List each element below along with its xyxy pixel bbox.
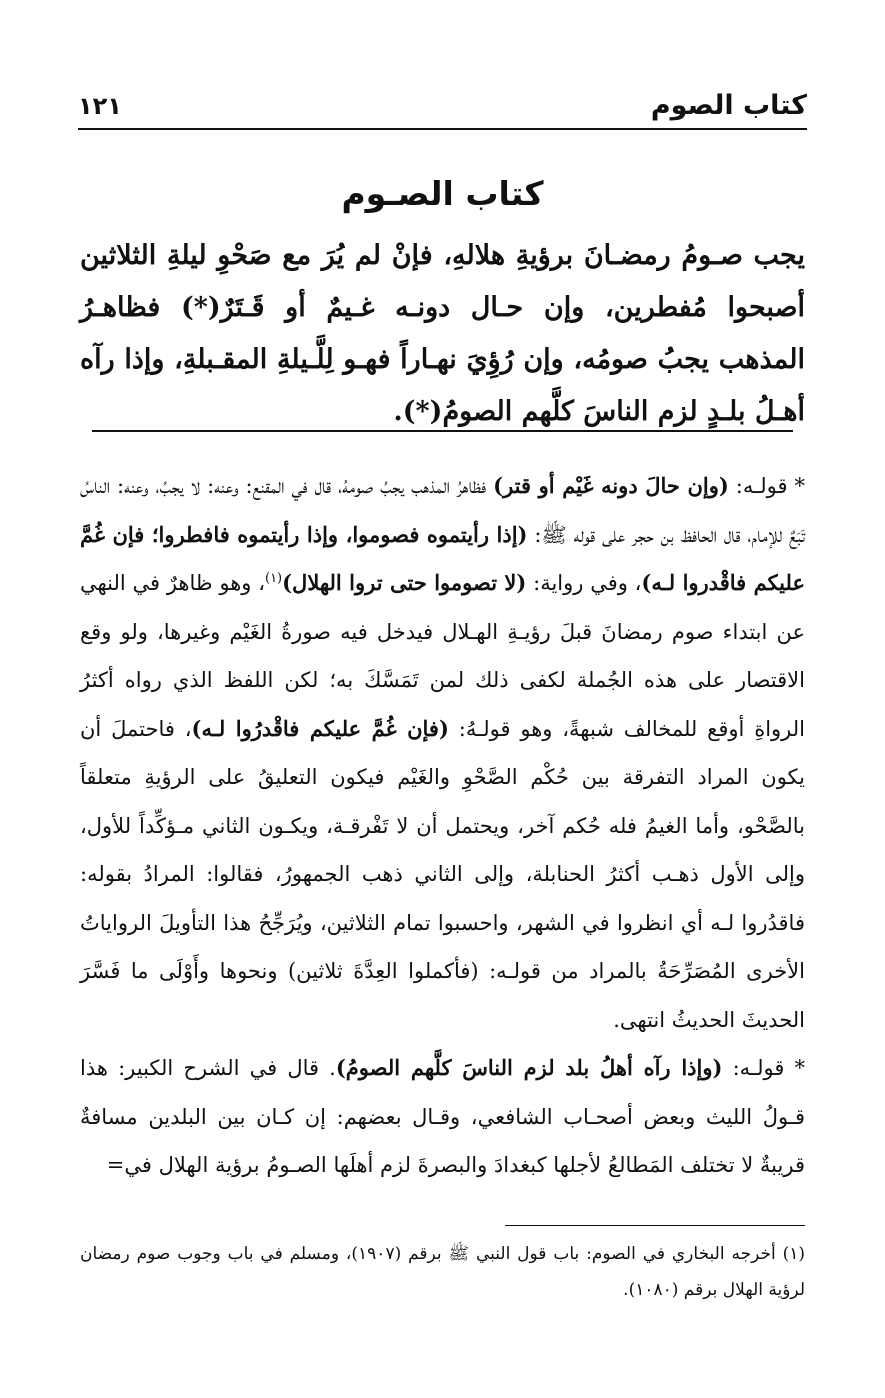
footnote-reference[interactable]: (١) [264, 571, 283, 586]
page-number: ١٢١ [78, 92, 122, 120]
commentary-text: ، فاحتملَ أن يكون المراد التفرقة بين حُكْم الصَّحْوِ والغَيْم فيكون التعليقُ على الرؤيةِ متعلقاً بالصَّحْو، وأما الغيمُ فله حُكم آخر، ويحتمل أن لا تَفْرقـة، ويكـون الثاني مـؤكِّداً للأول، وإلى الأول ذهـب أكثرُ الحنابلة، وإلى الثاني ذهب الجمهورُ، فقالوا: المرادُ بقوله: فاقدُروا لـه أي انظروا في الشهر، واحسبوا تمام الثلاثين، ويُرَجِّحُ هذا التأويلَ الرواياتُ الأخرى المُصَرِّحَةُ بالمراد من قولـه: (فأكملوا العِدَّةَ ثلاثين) ونحوها وأَوْلَى ما فَسَّرَ الحديثَ الحديثُ انتهى. [80, 716, 805, 1032]
running-header-title: كتاب الصوم [650, 90, 807, 121]
commentary-text: ، وهو ظاهرٌ في النهي عن ابتداء صوم رمضانَ قبلَ رؤيـةِ الهـلال فيدخل فيه صورةُ الغَيْم وغيرها، ولو وقع الاقتصار على هذه الجُملة لكفى ذلك لمن تَمَسَّكَ به؛ لكن اللفظ الذي رواه أكثرُ الرواةِ أوقع للمخالف شبهةً، وهو قولـهُ: [80, 571, 805, 741]
commentary-text: . قال في الشرح الكبير: هذا قـولُ الليث وبعض أصحـاب الشافعي، وقـال بعضهم: إن كـان بين البلدين مسافةٌ قريبةٌ لا تختلف المَطالعُ لأجلها كبغدادَ والبصرةَ لزم أهلَها الصـومُ برؤية الهلال في= [80, 1056, 805, 1177]
quoted-hadith: (لا تصوموا حتى تروا الهلال) [282, 570, 527, 595]
quoted-phrase: (وإذا رآه أهلُ بلد لزم الناسَ كلَّهم الصومُ) [335, 1055, 723, 1080]
commentary-text: ، وفي رواية: [526, 571, 642, 595]
commentary [80, 462, 805, 1190]
footnote-text: (١) أخرجه البخاري في الصوم: باب قول النبي ﷺ برقم (١٩٠٧)، ومسلم في باب وجوب صوم رمضان لرؤية الهلال برقم (١٠٨٠). [80, 1244, 805, 1300]
commentary-text: * قولـه: [728, 474, 805, 498]
main-text: يجب صـومُ رمضـانَ برؤيةِ هلالهِ، فإنْ لم يُرَ مع صَحْوِ ليلةِ الثلاثين أصبحوا مُفطرين، وإن حـال دونـه غـيمٌ أو قَـتَرٌ(*) فظاهـرُ المذهب يجبُ صومُه، وإن رُؤِيَ نهـاراً فهـو لِلَّـيلةِ المقـبلةِ، وإذا رآه أهـلُ بلـدٍ لزم الناسَ كلَّهم الصومُ(*). [80, 240, 805, 427]
main-divider [92, 430, 793, 432]
commentary-paragraph-2 [80, 1044, 805, 1190]
commentary-text: * قولـه: [722, 1056, 805, 1080]
quoted-phrase: (وإن حالَ دونه غَيْم أو قتر) [493, 473, 729, 498]
footnote [80, 1236, 805, 1308]
quoted-hadith: (إذا رأيتموه فصوموا، وإذا رأيتموه فافطروا؛ فإن غُمَّ عليكم فاقْدروا لـه) [80, 521, 805, 595]
footnote-divider [505, 1225, 805, 1226]
running-header [78, 88, 807, 130]
quoted-hadith: (فإن غُمَّ عليكم فاقْدرُوا لـه) [191, 715, 449, 741]
chapter-title: كتاب الصـوم [341, 174, 544, 213]
commentary-text: فظاهرُ المذهب يجبُ صومهُ، قال في المقنع: وعنه: لا يجبُ، وعنه: الناسُ تَبَعٌ للإمام، قال الحافظ بن حجر على قوله ﷺ: [80, 474, 805, 547]
commentary-paragraph-1 [80, 462, 805, 1044]
